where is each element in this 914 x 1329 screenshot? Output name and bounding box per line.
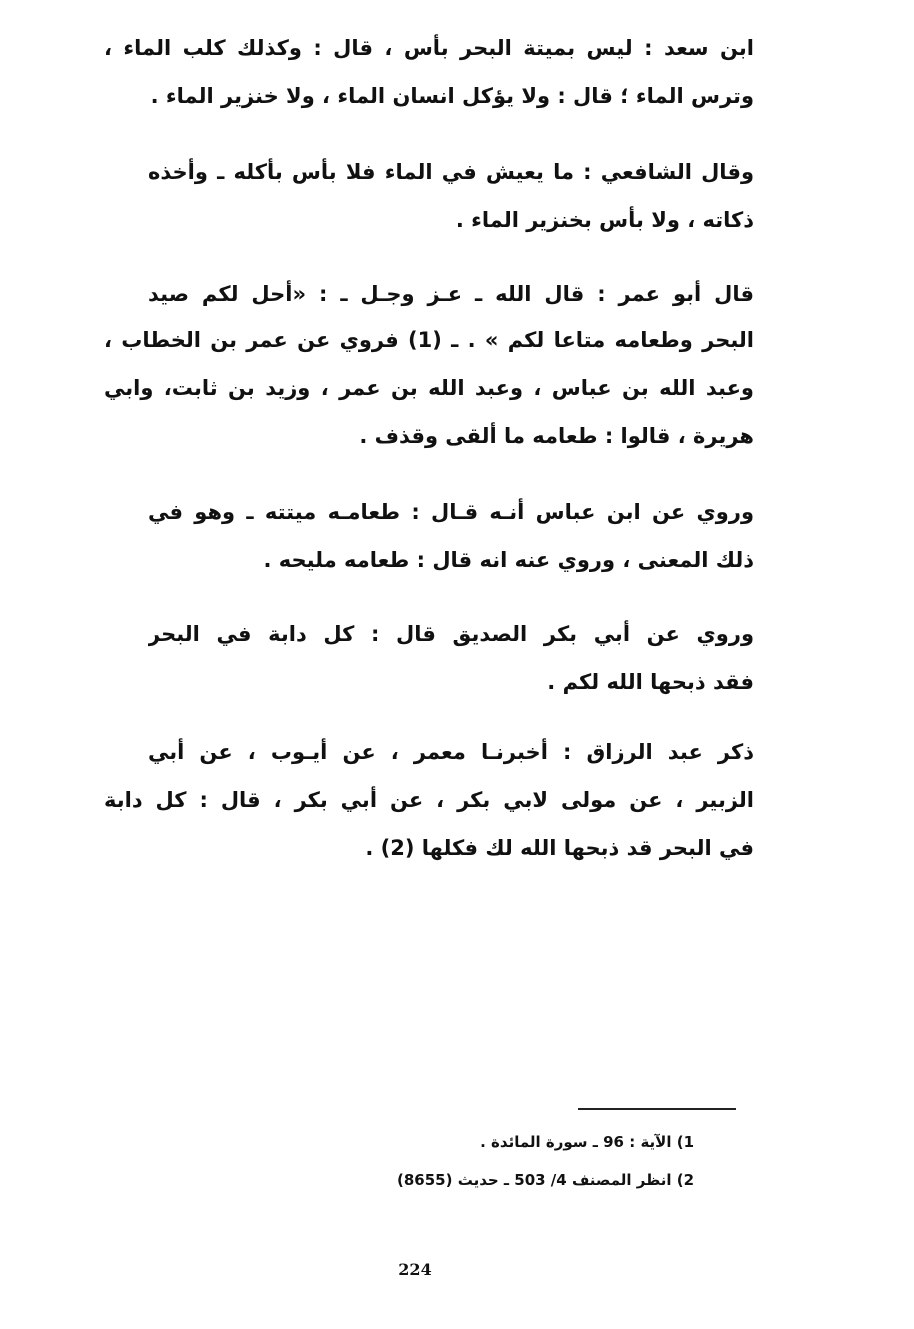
text-line: في البحر قد ذبحها الله لك فكلها (2) . — [365, 836, 754, 860]
footnote-1: 1) الآية : 96 ـ سورة المائدة . — [480, 1133, 694, 1151]
text-line: هريرة ، قالوا : طعامه ما ألقى وقذف . — [359, 424, 754, 448]
text-line: ابن سعد : ليس بميتة البحر بأس ، قال : وكذلك كلب الماء ، — [104, 36, 754, 60]
text-line: البحر وطعامه متاعا لكم » . ـ (1) فروي عن عمر بن الخطاب ، — [104, 328, 754, 352]
text-line: وعبد الله بن عباس ، وعبد الله بن عمر ، وزيد بن ثابت، وابي — [104, 376, 754, 400]
text-line: فقد ذبحها الله لكم . — [547, 670, 754, 694]
text-line: وترس الماء ؛ قال : ولا يؤكل انسان الماء ، ولا خنزير الماء . — [150, 84, 754, 108]
text-line: وقال الشافعي : ما يعيش في الماء فلا بأس بأكله ـ وأخذه — [148, 160, 754, 184]
text-line: الزبير ، عن مولى لابي بكر ، عن أبي بكر ، قال : كل دابة — [104, 788, 754, 812]
footnote-separator — [578, 1108, 736, 1110]
text-line: ذكاته ، ولا بأس بخنزير الماء . — [455, 208, 754, 232]
page-number: 224 — [398, 1260, 432, 1279]
text-line: قال أبو عمر : قال الله ـ عـز وجـل ـ : «أحل لكم صيد — [148, 282, 754, 306]
footnote-2: 2) انظر المصنف 4/ 503 ـ حديث (8655) — [397, 1171, 694, 1189]
text-line: وروي عن ابن عباس أنـه قـال : طعامـه ميتته ـ وهو في — [148, 500, 754, 524]
text-line: ذلك المعنى ، وروي عنه انه قال : طعامه مليحه . — [263, 548, 754, 572]
text-line: ذكر عبد الرزاق : أخبرنـا معمر ، عن أيـوب ، عن أبي — [148, 740, 754, 764]
text-line: وروي عن أبي بكر الصديق قال : كل دابة في البحر — [148, 622, 754, 646]
